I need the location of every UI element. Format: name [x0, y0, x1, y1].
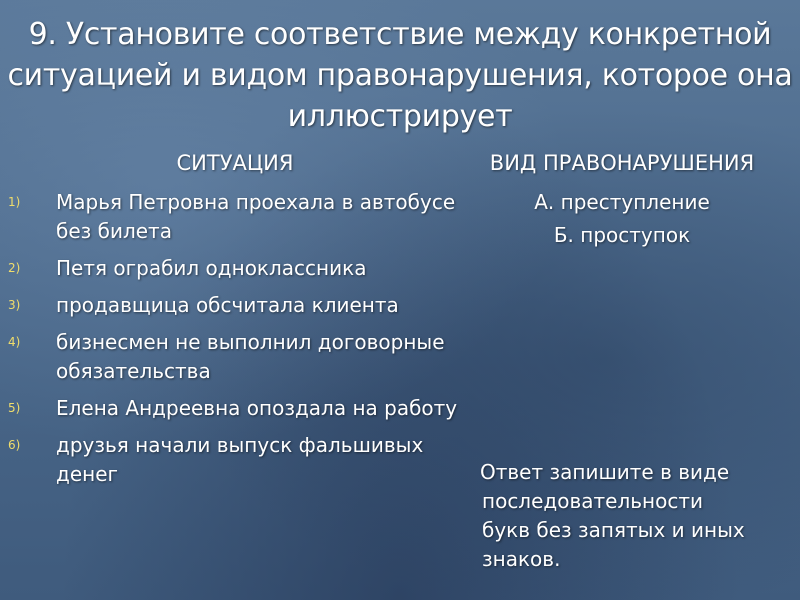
list-number: 3): [8, 298, 21, 312]
offense-type-list: [462, 188, 782, 254]
list-number: 5): [8, 401, 21, 415]
situation-text: Петя ограбил одноклассника: [56, 256, 367, 280]
situation-item-3: [0, 291, 460, 320]
answer-instruction-line: букв без запятых и иных: [482, 518, 745, 542]
list-number: 4): [8, 335, 21, 349]
situation-item-5: [0, 394, 460, 423]
situation-item-2: [0, 254, 460, 283]
situation-item-4: [0, 328, 460, 386]
situation-text: друзья начали выпуск фальшивых денег: [56, 433, 424, 486]
answer-instruction: [480, 458, 792, 574]
situation-text: Елена Андреевна опоздала на работу: [56, 396, 458, 420]
list-number: 1): [8, 195, 21, 209]
list-number: 2): [8, 261, 21, 275]
list-number: 6): [8, 438, 21, 452]
offense-type-header: ВИД ПРАВОНАРУШЕНИЯ: [489, 151, 755, 175]
offense-type-crime: А. преступление: [534, 190, 710, 214]
situation-item-6: [0, 431, 460, 489]
situation-text: продавщица обсчитала клиента: [56, 293, 399, 317]
situation-header: СИТУАЦИЯ: [176, 151, 294, 175]
answer-instruction-line: Ответ запишите в виде: [480, 460, 730, 484]
answer-instruction-line: знаков.: [482, 547, 561, 571]
situation-text: бизнесмен не выполнил договорные обязательства: [56, 330, 445, 383]
slide-title: 9. Установите соответствие между конкретной ситуацией и видом правонарушения, которое она иллюстрирует: [7, 17, 793, 134]
situation-item-1: [0, 188, 460, 246]
answer-instruction-line: последовательности: [482, 489, 703, 513]
situation-text: Марья Петровна проехала в автобусе без билета: [56, 190, 456, 243]
situation-list: [0, 188, 460, 497]
offense-type-misdemeanor: Б. проступок: [553, 223, 691, 247]
